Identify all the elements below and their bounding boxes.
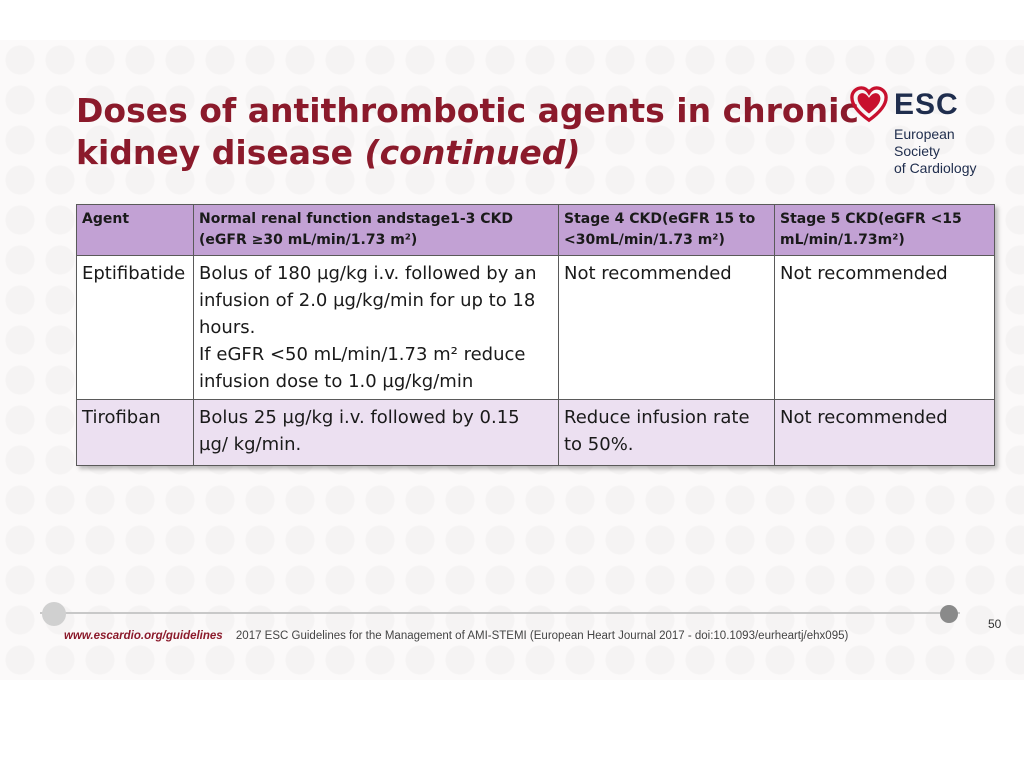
slide-title <box>76 90 859 174</box>
cell-agent: Tirofiban <box>77 400 194 466</box>
cell-stage4-dose: Reduce infusion rate to 50%. <box>559 400 775 466</box>
heart-icon <box>850 86 888 124</box>
header-normal-renal: Normal renal function andstage1-3 CKD (eGFR ≥30 mL/min/1.73 m²) <box>194 205 559 256</box>
footer-dot-right <box>940 605 958 623</box>
esc-logo <box>850 86 1000 176</box>
logo-sub-line1: European Society <box>894 126 955 159</box>
dose-line: Bolus of 180 µg/kg i.v. followed by an infusion of 2.0 µg/kg/min for up to 18 hours. <box>199 263 537 338</box>
title-line2: kidney disease <box>76 133 365 172</box>
table-row <box>77 400 995 466</box>
cell-normal-dose <box>194 400 559 466</box>
footer-citation <box>64 630 848 642</box>
dose-line: If eGFR <50 mL/min/1.73 m² reduce infusion dose to 1.0 µg/kg/min <box>199 344 526 392</box>
guidelines-link[interactable]: www.escardio.org/guidelines <box>64 630 223 642</box>
cell-stage5-dose: Not recommended <box>775 400 995 466</box>
title-line1: Doses of antithrombotic agents in chronic <box>76 91 859 130</box>
page-number: 50 <box>988 617 1002 631</box>
footer-dot-left <box>42 602 66 626</box>
logo-sub-line2: of Cardiology <box>894 160 977 176</box>
table-row <box>77 256 995 400</box>
citation-text: 2017 ESC Guidelines for the Management of AMI-STEMI (European Heart Journal 2017 - doi:10.1093/eurheartj/ehx095) <box>235 630 849 642</box>
footer-divider <box>40 612 960 614</box>
logo-name: ESC <box>894 88 959 121</box>
table-header-row <box>77 205 995 256</box>
cell-agent: Eptifibatide <box>77 256 194 400</box>
logo-subtitle <box>894 126 1000 177</box>
slide <box>0 40 1024 680</box>
dosing-table <box>76 204 995 466</box>
cell-normal-dose <box>194 256 559 400</box>
title-italic: (continued) <box>364 133 581 172</box>
cell-stage5-dose: Not recommended <box>775 256 995 400</box>
header-stage5: Stage 5 CKD(eGFR <15 mL/min/1.73m²) <box>775 205 995 256</box>
header-agent: Agent <box>77 205 194 256</box>
cell-stage4-dose: Not recommended <box>559 256 775 400</box>
header-stage4: Stage 4 CKD(eGFR 15 to <30mL/min/1.73 m²) <box>559 205 775 256</box>
dose-line: Bolus 25 µg/kg i.v. followed by 0.15 µg/ kg/min. <box>199 407 520 455</box>
